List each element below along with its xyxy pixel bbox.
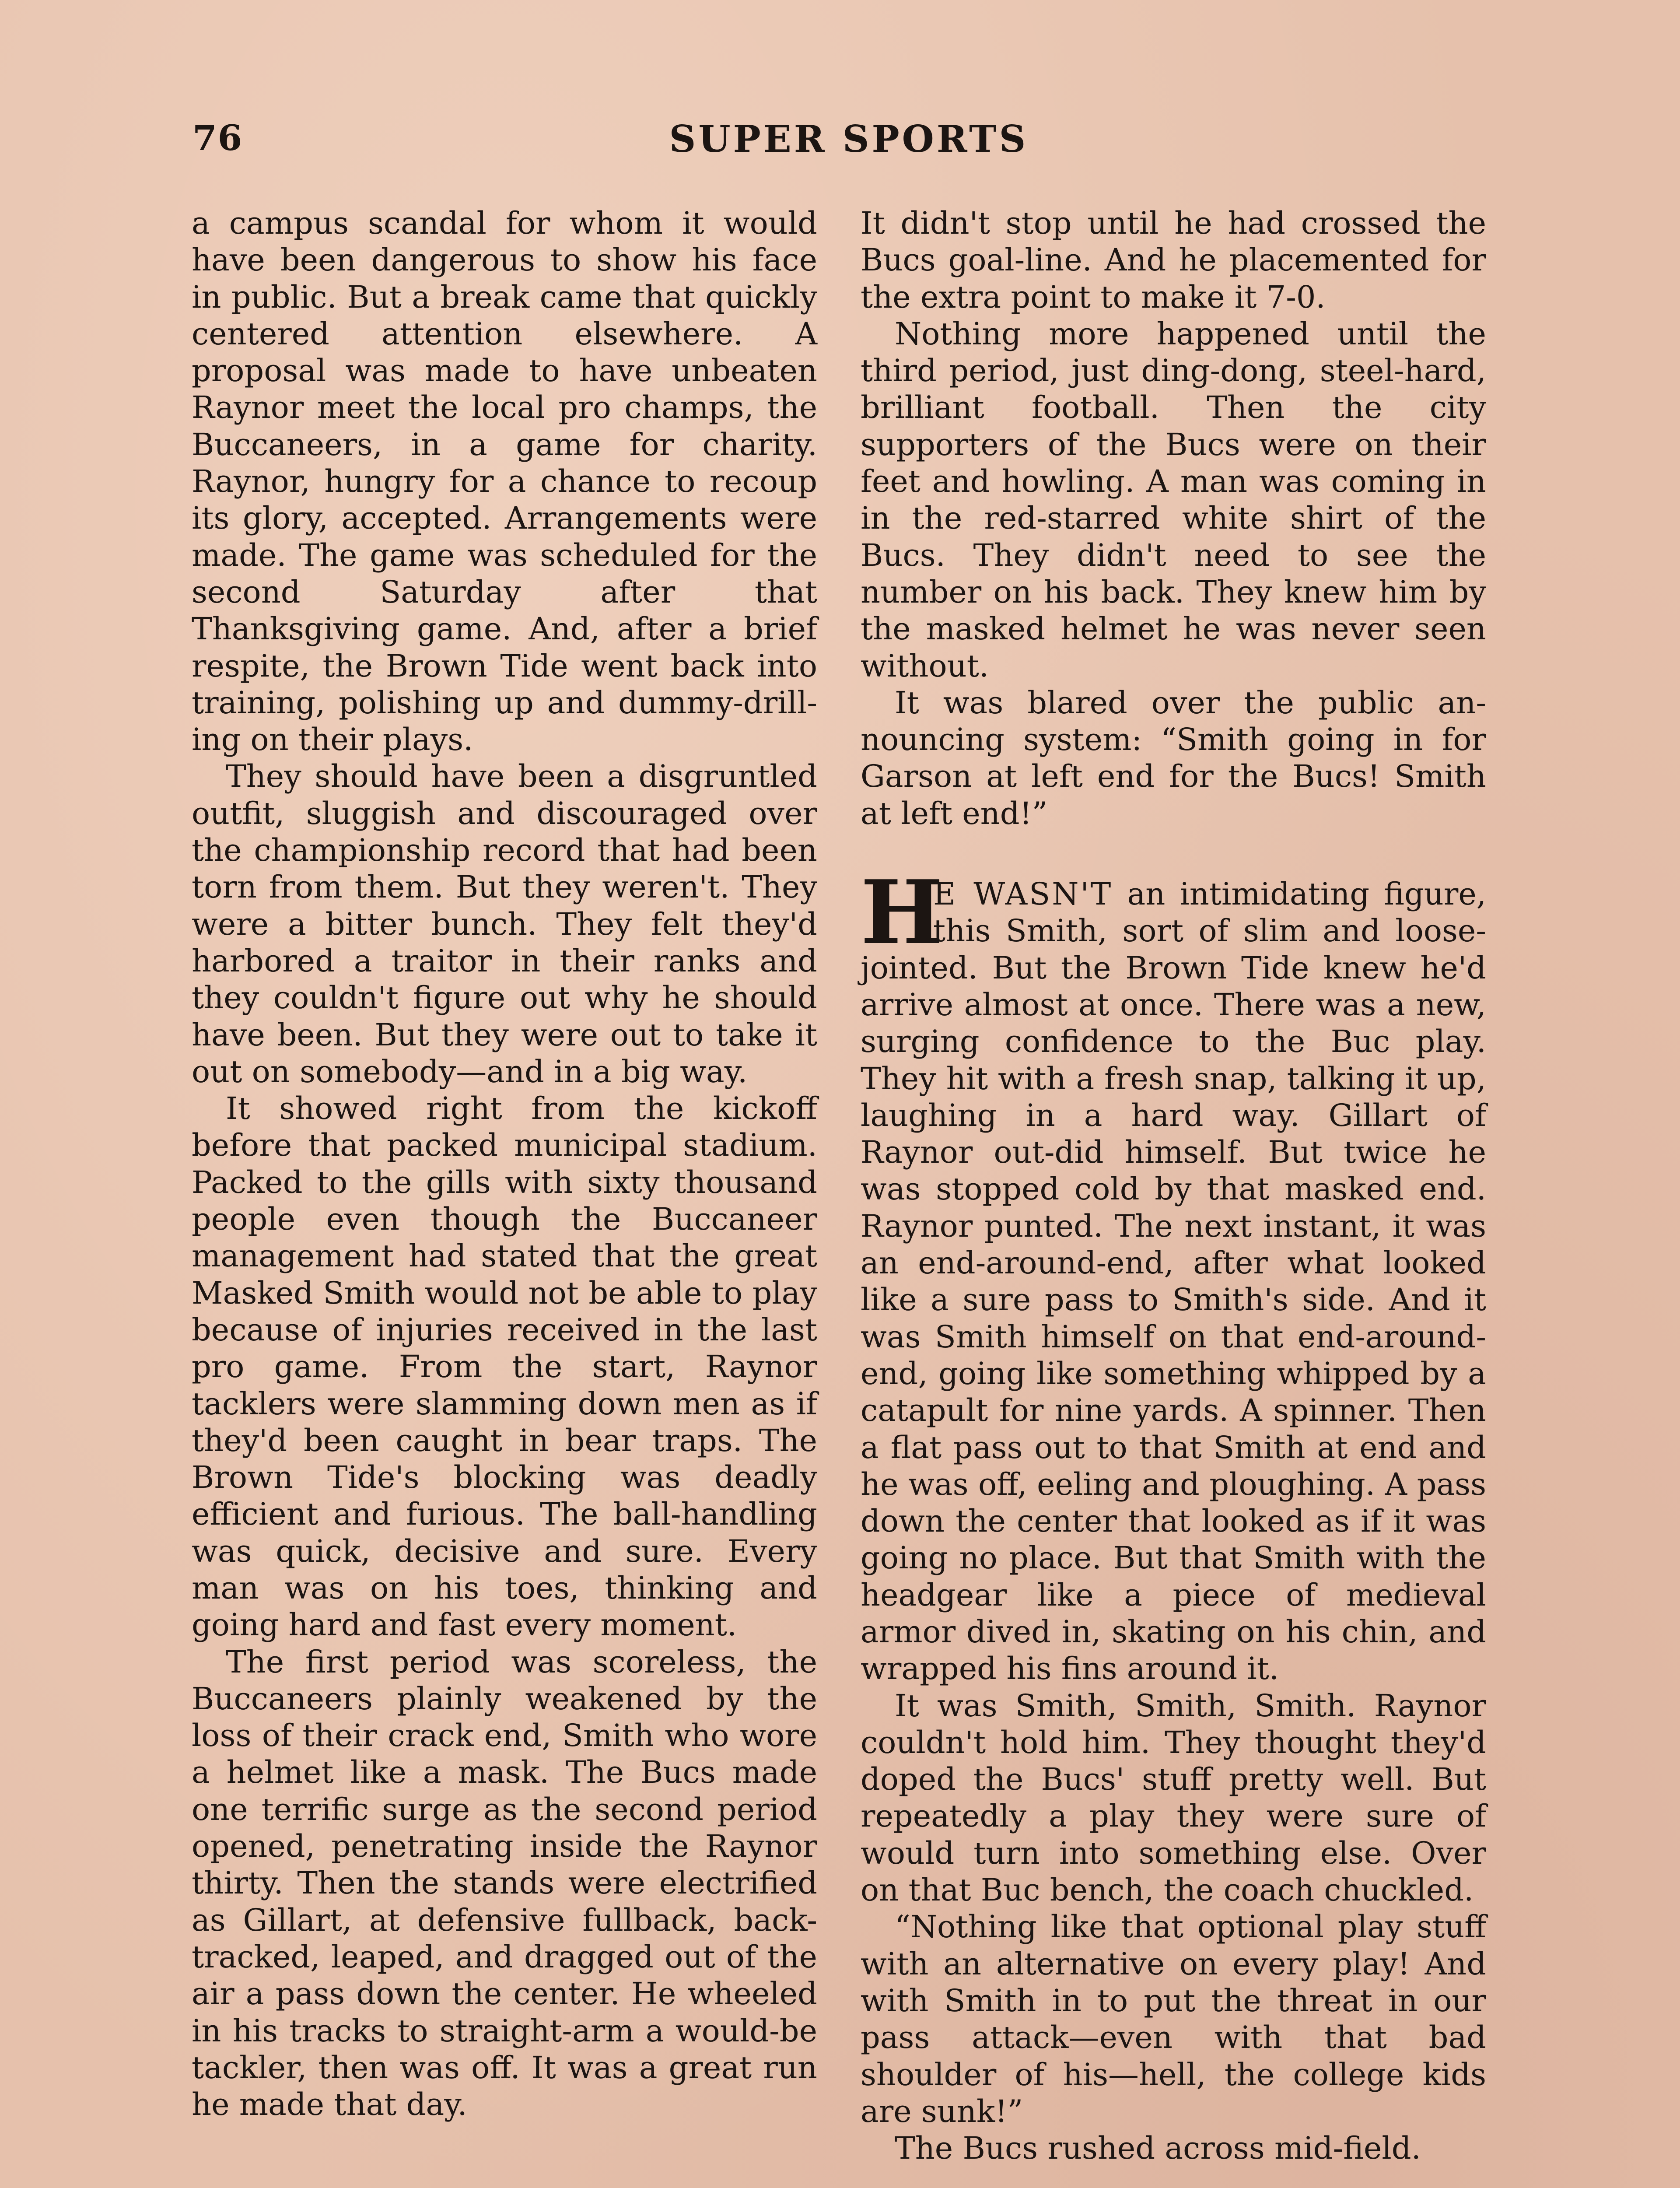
drop-cap-letter: H — [861, 861, 943, 964]
paragraph: It was blared over the public announcing system: “Smith going in for Garson at left end for the Bucs! Smith at left end!” — [861, 684, 1486, 831]
paragraph: Nothing more happened until the third period, just ding-dong, steel-hard, brilliant football. Then the city supporters of the Bucs were on their feet and howling. A man was coming in in the red-starred white shirt of the Bucs. They didn't need to see the number on his back. They knew him by the masked helmet he was never seen without. — [861, 316, 1486, 684]
paragraph: It didn't stop until he had crossed the Bucs goal-line. And he placemented for the extra point to make it 7-0. — [861, 205, 1486, 315]
paragraph: It was Smith, Smith, Smith. Raynor couldn't hold him. They thought they'd doped the Bucs' stuff pretty well. But repeatedly a play they were sure of would turn into something else. Over on that Buc bench, the coach chuckled. — [861, 1687, 1486, 1908]
paragraph: “Nothing like that optional play stuff with an alternative on every play! And with Smith in to put the threat in our pass attack—even with that bad shoulder of his—hell, the college kids are sunk!” — [861, 1909, 1486, 2129]
paragraph: It showed right from the kickoff before that packed municipal stadium. Packed to the gills with sixty thousand people even though the Buccaneer management had stated that the great Masked Smith would not be able to play because of injuries received in the last pro game. From the start, Raynor tacklers were slamming down men as if they'd been caught in bear traps. The Brown Tide's blocking was deadly efficient and furious. The ball-handling was quick, decisive and sure. Every man was on his toes, thinking and going hard and fast every moment. — [192, 1090, 817, 1643]
page-number: 76 — [192, 117, 243, 158]
section-break — [861, 832, 1486, 876]
paragraph: The first period was scoreless, the Buccaneers plainly weakened by the loss of their crack end, Smith who wore a helmet like a mask. The Bucs made one terrific surge as the second period opened, penetrating inside the Raynor thirty. Then the stands were electrified as Gillart, at defensive fullback, back-tracked, leaped, and dragged out of the air a pass down the center. He wheeled in his tracks to straight-arm a would-be tackler, then was off. It was a great run he made that day. — [192, 1644, 817, 2123]
left-column — [192, 205, 817, 2123]
page-header — [192, 117, 1505, 165]
drop-cap-rest: an intimidating figure, this Smith, sort of slim and loose-jointed. But the Brown Tide knew he'd arrive almost at once. There was a new, surging confidence to the Buc play. They hit with a fresh snap, talking it up, laughing in a hard way. Gillart of Raynor out-did himself. But twice he was stopped cold by that masked end. Raynor punted. The next instant, it was an end-around-end, after what looked like a sure pass to Smith's side. And it was Smith himself on that end-around-end, going like something whipped by a catapult for nine yards. A spinner. Then a flat pass out to that Smith at end and he was off, eeling and ploughing. A pass down the center that looked as if it was going no place. But that Smith with the headgear like a piece of medieval armor dived in, skating on his chin, and wrapped his fins around it. — [861, 876, 1486, 1687]
right-column — [861, 205, 1486, 2167]
paragraph: They should have been a disgruntled outfit, sluggish and discouraged over the championship record that had been torn from them. But they weren't. They were a bitter bunch. They felt they'd harbored a traitor in their ranks and they couldn't figure out why he should have been. But they were out to take it out on somebody—and in a big way. — [192, 758, 817, 1090]
drop-cap-paragraph — [861, 861, 1486, 1687]
paragraph: a campus scandal for whom it would have been dangerous to show his face in public. But a break came that quickly centered attention elsewhere. A proposal was made to have unbeaten Raynor meet the local pro champs, the Buccaneers, in a game for charity. Raynor, hungry for a chance to recoup its glory, accepted. Arrangements were made. The game was scheduled for the second Saturday after that Thanksgiving game. And, after a brief respite, the Brown Tide went back into training, polishing up and dummy-drilling on their plays. — [192, 205, 817, 758]
paragraph: The Bucs rushed across mid-field. — [895, 2130, 1421, 2167]
drop-cap-lead: E WASN'T — [933, 876, 1113, 912]
running-head: SUPER SPORTS — [669, 117, 1029, 161]
